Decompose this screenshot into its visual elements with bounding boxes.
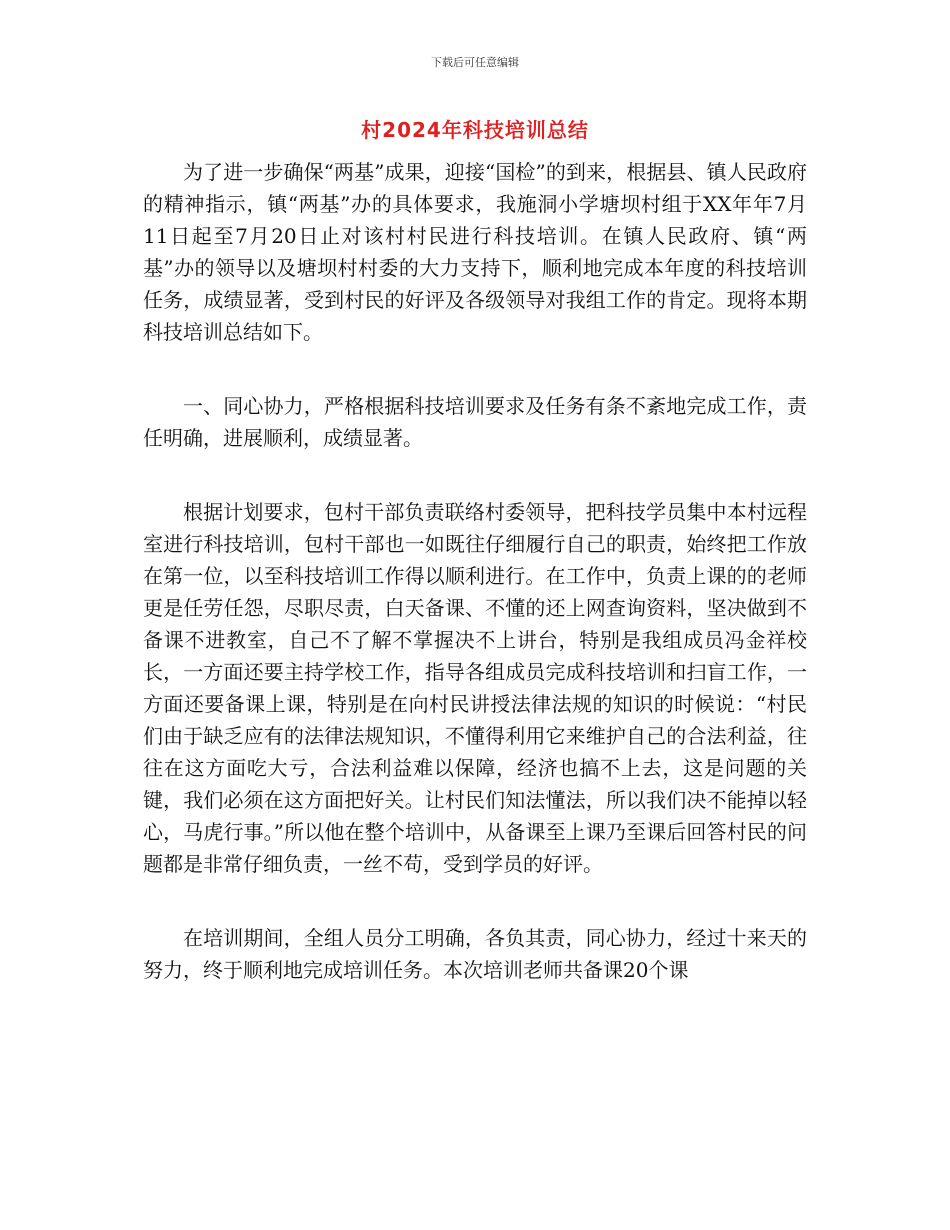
- document-body: [143, 156, 807, 986]
- paragraph-training-period: 在培训期间，全组人员分工明确，各负其责，同心协力，经过十来天的努力，终于顺利地完成培训任务。本次培训老师共备课20个课: [143, 926, 807, 982]
- header-note: 下载后可任意编辑: [431, 56, 519, 69]
- paragraph-work-details: 根据计划要求，包村干部负责联络村委领导，把科技学员集中本村远程室进行科技培训，包村干部也一如既往仔细履行自己的职责，始终把工作放在第一位，以至科技培训工作得以顺利进行。在工作中，负责上课的的老师更是任劳任怨，尽职尽责，白天备课、不懂的还上网查询资料，坚决做到不备课不进教室，自己不了解不掌握决不上讲台，特别是我组成员冯金祥校长，一方面还要主持学校工作，指导各组成员完成科技培训和扫盲工作，一方面还要备课上课，特别是在向村民讲授法律法规的知识的时候说：“村民们由于缺乏应有的法律法规知识，不懂得利用它来维护自己的合法利益，往往在这方面吃大亏，合法利益难以保障，经济也搞不上去，这是问题的关键，我们必须在这方面把好关。让村民们知法懂法，所以我们决不能掉以轻心，马虎行事。”所以他在整个培训中，从备课至上课乃至课后回答村民的问题都是非常仔细负责，一丝不苟，受到学员的好评。: [143, 500, 807, 876]
- paragraph-gap: [143, 880, 807, 922]
- paragraph-intro: 为了进一步确保“两基”成果，迎接“国检”的到来，根据县、镇人民政府的精神指示，镇“两基”办的具体要求，我施洞小学塘坝村组于XX年年7月11日起至7月20日止对该村村民进行科技培训。在镇人民政府、镇“两基”办的领导以及塘坝村村委的大力支持下，顺利地完成本年度的科技培训任务，成绩显著，受到村民的好评及各级领导对我组工作的肯定。现将本期科技培训总结如下。: [143, 160, 807, 344]
- document-title: 村2024年科技培训总结: [361, 118, 589, 142]
- paragraph-gap: [143, 348, 807, 390]
- paragraph-gap: [143, 454, 807, 496]
- paragraph-section-one-heading: 一、同心协力，严格根据科技培训要求及任务有条不紊地完成工作，责任明确，进展顺利，成绩显著。: [143, 394, 807, 450]
